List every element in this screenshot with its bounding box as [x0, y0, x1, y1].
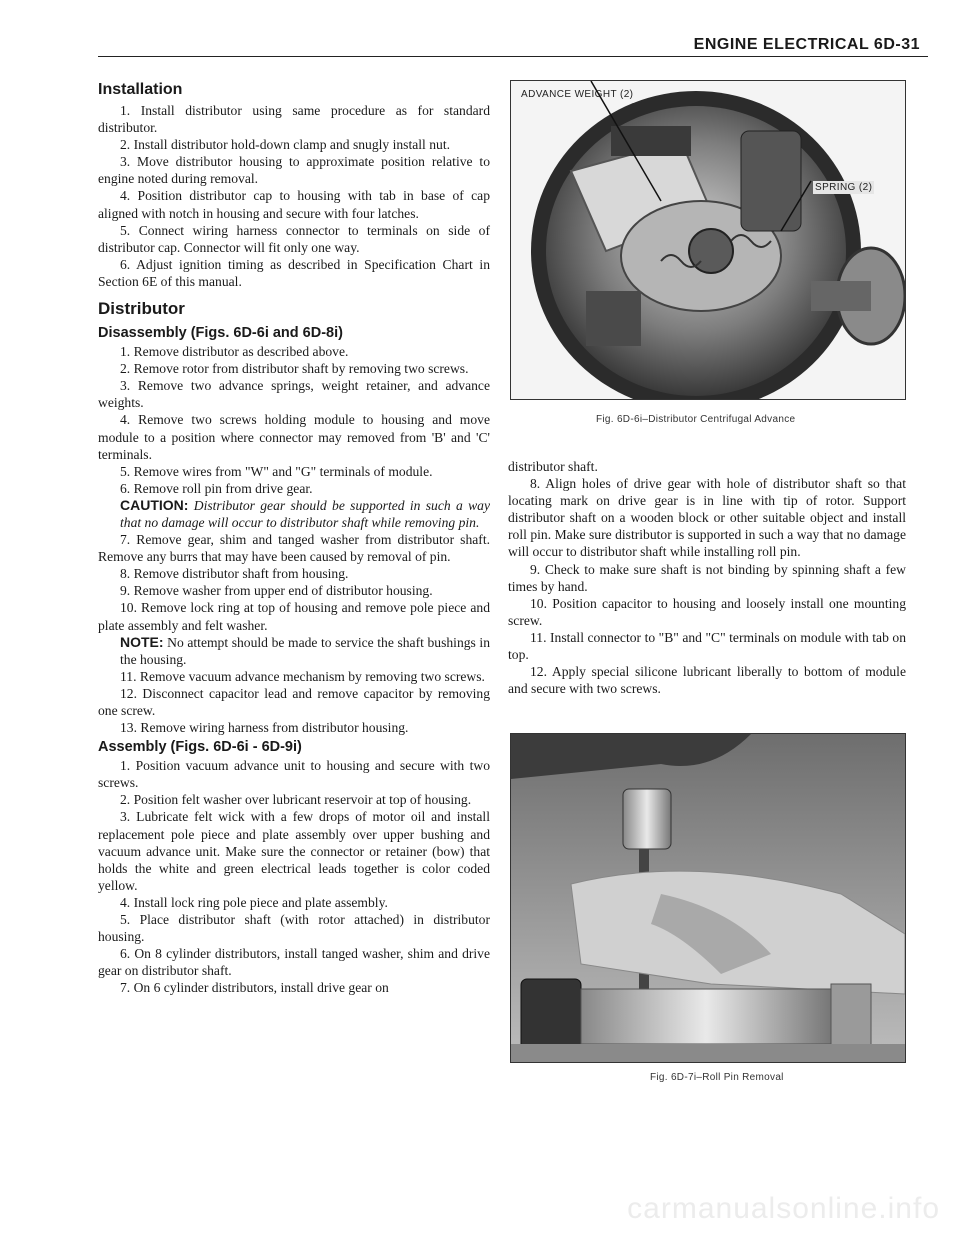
- left-column: [98, 80, 490, 997]
- assembly-heading: Assembly (Figs. 6D-6i - 6D-9i): [98, 739, 302, 756]
- installation-heading: Installation: [98, 81, 183, 98]
- assembly-step-7-continuation: distributor shaft.: [508, 459, 598, 474]
- assembly-step-5: 5. Place distributor shaft (with rotor attached) in distributor housing.: [98, 912, 490, 945]
- disassembly-step-4: 4. Remove two screws holding module to housing and move module to a position where connector may removed from 'B' and 'C' terminals.: [98, 412, 490, 462]
- caution-label: CAUTION:: [120, 496, 189, 513]
- caution-block: [120, 497, 490, 531]
- figure-roll-pin-removal: [510, 733, 906, 1063]
- assembly-step-9: 9. Check to make sure shaft is not binding by spinning shaft a few times by hand.: [508, 561, 906, 594]
- right-column: [508, 458, 906, 697]
- disassembly-heading: Disassembly (Figs. 6D-6i and 6D-8i): [98, 325, 343, 342]
- assembly-step-10: 10. Position capacitor to housing and loosely install one mounting screw.: [508, 595, 906, 628]
- disassembly-step-11: 11. Remove vacuum advance mechanism by removing two screws.: [120, 668, 485, 684]
- disassembly-step-13: 13. Remove wiring harness from distributor housing.: [120, 720, 409, 736]
- disassembly-step-9: 9. Remove washer from upper end of distributor housing.: [120, 583, 433, 599]
- spring-label: SPRING (2): [815, 182, 873, 193]
- installation-step-4: 4. Position distributor cap to housing with tab in base of cap aligned with notch in housing and secure with four latches.: [98, 188, 490, 221]
- disassembly-step-10: 10. Remove lock ring at top of housing and remove pole piece and plate assembly and felt washer.: [98, 600, 490, 633]
- assembly-step-2: 2. Position felt washer over lubricant reservoir at top of housing.: [120, 792, 472, 808]
- caution-text: Distributor gear should be supported in such a way that no damage will occur to distributor shaft while removing pin.: [120, 497, 490, 530]
- advance-weight-label: ADVANCE WEIGHT (2): [521, 89, 634, 100]
- disassembly-step-6: 6. Remove roll pin from drive gear.: [120, 480, 313, 496]
- note-label: NOTE:: [120, 633, 164, 650]
- installation-step-2: 2. Install distributor hold-down clamp and snugly install nut.: [120, 137, 450, 153]
- distributor-photo: [511, 81, 905, 399]
- note-block: [120, 634, 490, 668]
- disassembly-step-8: 8. Remove distributor shaft from housing.: [120, 566, 349, 582]
- figure-2-caption: Fig. 6D-7i–Roll Pin Removal: [650, 1072, 784, 1083]
- assembly-step-11: 11. Install connector to "B" and "C" terminals on module with tab on top.: [508, 629, 906, 663]
- disassembly-step-2: 2. Remove rotor from distributor shaft by removing two screws.: [120, 361, 469, 377]
- roll-pin-photo: [511, 734, 905, 1062]
- watermark: carmanualsonline.info: [627, 1192, 940, 1225]
- assembly-step-4: 4. Install lock ring pole piece and plate assembly.: [120, 894, 388, 910]
- figure-1-caption: Fig. 6D-6i–Distributor Centrifugal Advance: [596, 414, 796, 425]
- page-header: [98, 34, 928, 57]
- assembly-step-3: 3. Lubricate felt wick with a few drops of motor oil and install replacement pole piece and plate assembly over upper bushing and vacuum advance unit. Make sure the connector or retainer (bow) that holds the white and green electrical leads together is color coded yellow.: [98, 809, 490, 893]
- distributor-heading: Distributor: [98, 299, 185, 319]
- assembly-step-8: 8. Align holes of drive gear with hole of distributor shaft so that locating mark on drive gear is in line with tip of rotor. Support distributor shaft on a wooden block or other suitable object and install roll pin. Make sure distributor is supported in such a way that no damage will occur to distributor shaft while installing roll pin.: [508, 476, 906, 560]
- figure-centrifugal-advance: [510, 80, 906, 400]
- disassembly-step-5: 5. Remove wires from "W" and "G" terminals of module.: [120, 463, 433, 479]
- assembly-step-12: 12. Apply special silicone lubricant liberally to bottom of module and secure with two screws.: [508, 664, 906, 697]
- assembly-step-1: 1. Position vacuum advance unit to housing and secure with two screws.: [98, 758, 490, 791]
- disassembly-step-12: 12. Disconnect capacitor lead and remove capacitor by removing one screw.: [98, 685, 490, 718]
- assembly-step-6: 6. On 8 cylinder distributors, install tanged washer, shim and drive gear on distributor shaft.: [98, 946, 490, 979]
- disassembly-step-7: 7. Remove gear, shim and tanged washer from distributor shaft. Remove any burrs that may have been caused by removal of pin.: [98, 532, 490, 565]
- page-title: ENGINE ELECTRICAL 6D-31: [693, 36, 920, 53]
- installation-step-1: 1. Install distributor using same procedure as for standard distributor.: [98, 103, 490, 136]
- note-text: No attempt should be made to service the shaft bushings in the housing.: [120, 634, 490, 667]
- assembly-step-7: 7. On 6 cylinder distributors, install drive gear on: [120, 980, 389, 996]
- disassembly-step-1: 1. Remove distributor as described above.: [120, 344, 349, 360]
- installation-step-3: 3. Move distributor housing to approximate position relative to engine noted during removal.: [98, 154, 490, 187]
- installation-step-5: 5. Connect wiring harness connector to terminals on side of distributor cap. Connector will fit only one way.: [98, 222, 490, 255]
- installation-step-6: 6. Adjust ignition timing as described in Specification Chart in Section 6E of this manual.: [98, 256, 490, 289]
- disassembly-step-3: 3. Remove two advance springs, weight retainer, and advance weights.: [98, 378, 490, 411]
